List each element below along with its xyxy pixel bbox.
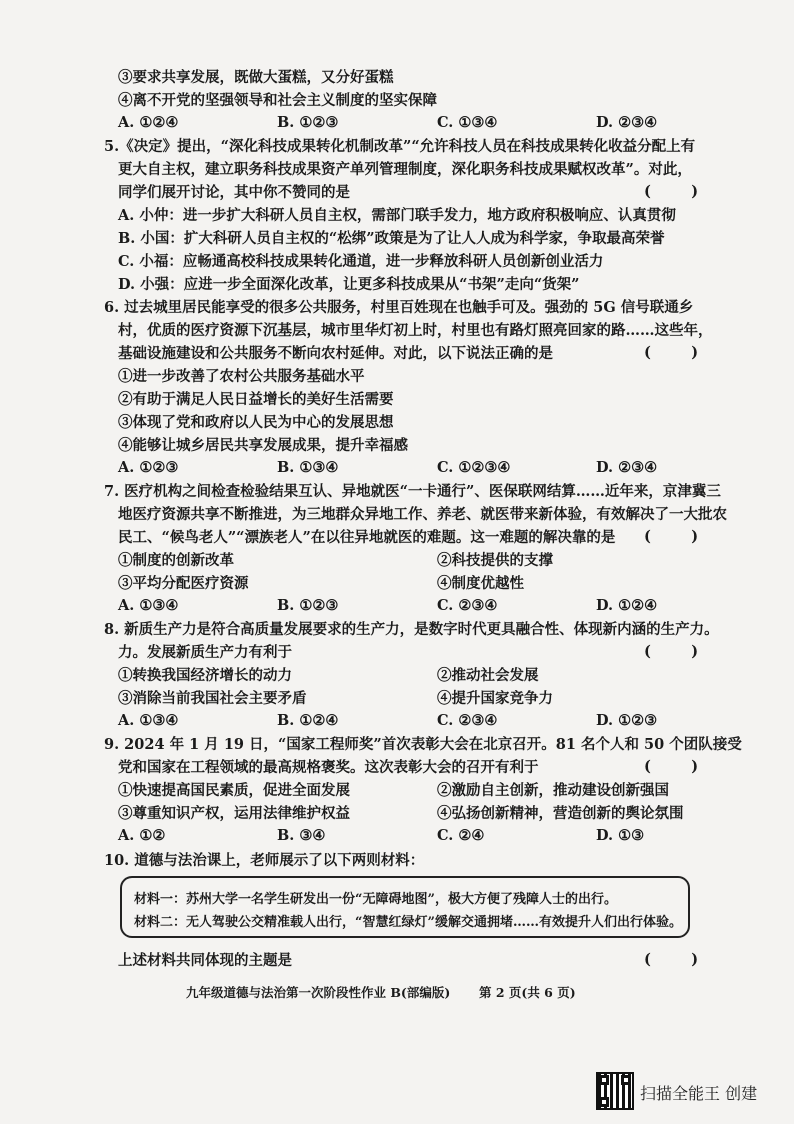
q7-statement-3: ③平均分配医疗资源 [118,575,249,592]
q10-answer-blank: ( ) [644,951,699,968]
materials-box [120,876,690,938]
q7-option-d: D. ①②④ [596,597,658,614]
q8-stem-line1: 8. 新质生产力是符合高质量发展要求的生产力，是数字时代更具融合性、体现新内涵的生产力。 [104,621,719,638]
q6-stem-line1: 6. 过去城里居民能享受的很多公共服务，村里百姓现在也触手可及。强劲的 5G 信号联通乡 [104,299,694,316]
q4-option-c: C. ①③④ [437,114,498,131]
material-1: 材料一：苏州大学一名学生研发出一份“无障碍地图”，极大方便了残障人士的出行。 [134,892,617,907]
q8-statement-2: ②推动社会发展 [437,667,539,684]
q8-option-a: A. ①③④ [118,712,179,729]
q8-option-c: C. ②③④ [437,712,498,729]
q4-option-d: D. ②③④ [596,114,658,131]
q9-option-d: D. ①③ [596,827,645,844]
footer-page-number: 第 2 页(共 6 页) [479,985,576,1000]
q10-stem: 10. 道德与法治课上，老师展示了以下两则材料： [104,852,425,869]
q5-option-b: B. 小国：扩大科研人员自主权的“松绑”政策是为了让人人成为科学家，争取最高荣誉 [118,230,665,247]
q9-statement-2: ②激励自主创新，推动建设创新强国 [437,782,669,799]
q10-question: 上述材料共同体现的主题是 [118,952,292,969]
q7-statement-1: ①制度的创新改革 [118,552,234,569]
footer-title: 九年级道德与法治第一次阶段性作业 B(部编版) [186,985,451,1000]
q8-statement-3: ③消除当前我国社会主要矛盾 [118,690,307,707]
q6-stem-line3: 基础设施建设和公共服务不断向农村延伸。对此，以下说法正确的是 [118,345,553,362]
q5-option-d: D. 小强：应进一步全面深化改革，让更多科技成果从“书架”走向“货架” [118,276,580,293]
q9-statement-3: ③尊重知识产权，运用法律维护权益 [118,805,350,822]
q5-stem-line2: 更大自主权，建立职务科技成果资产单列管理制度，深化职务科技成果赋权改革”。对此， [118,161,692,178]
q6-statement-2: ②有助于满足人民日益增长的美好生活需要 [118,391,394,408]
q7-option-b: B. ①②③ [277,597,339,614]
q9-option-b: B. ③④ [277,827,326,844]
q8-stem-line2: 力。发展新质生产力有利于 [118,644,292,661]
q4-statement-3: ③要求共享发展，既做大蛋糕，又分好蛋糕 [118,69,394,86]
q4-option-a: A. ①②④ [118,114,179,131]
q9-stem-line1: 9. 2024 年 1 月 19 日，“国家工程师奖”首次表彰大会在北京召开。81 名个人和 50 个团队接受 [104,736,742,753]
q8-answer-blank: ( ) [644,643,699,660]
q6-option-c: C. ①②③④ [437,459,511,476]
q8-statement-1: ①转换我国经济增长的动力 [118,667,292,684]
q8-statement-4: ④提升国家竞争力 [437,690,553,707]
q7-option-a: A. ①③④ [118,597,179,614]
q5-answer-blank: ( ) [644,183,699,200]
q5-option-a: A. 小仲：进一步扩大科研人员自主权，需部门联手发力，地方政府积极响应、认真贯彻 [118,207,676,224]
q7-option-c: C. ②③④ [437,597,498,614]
q5-stem-line3: 同学们展开讨论，其中你不赞同的是 [118,184,350,201]
q4-statement-4: ④离不开党的坚强领导和社会主义制度的坚实保障 [118,92,437,109]
q7-statement-4: ④制度优越性 [437,575,524,592]
q6-answer-blank: ( ) [644,344,699,361]
q5-option-c: C. 小福：应畅通高校科技成果转化通道，进一步释放科研人员创新创业活力 [118,253,604,270]
q7-stem-line1: 7. 医疗机构之间检查检验结果互认、异地就医“一卡通行”、医保联网结算……近年来，京津冀三 [104,483,721,500]
q9-stem-line2: 党和国家在工程领域的最高规格褒奖。这次表彰大会的召开有利于 [118,759,539,776]
q6-option-a: A. ①②③ [118,459,179,476]
q6-statement-4: ④能够让城乡居民共享发展成果，提升幸福感 [118,437,408,454]
q4-option-b: B. ①②③ [277,114,339,131]
q6-statement-1: ①进一步改善了农村公共服务基础水平 [118,368,365,385]
q9-statement-1: ①快速提高国民素质，促进全面发展 [118,782,350,799]
q5-stem-line1: 5.《决定》提出，“深化科技成果转化机制改革”“允许科技人员在科技成果转化收益分配上有 [104,138,696,155]
q9-option-c: C. ②④ [437,827,485,844]
q9-answer-blank: ( ) [644,758,699,775]
q6-statement-3: ③体现了党和政府以人民为中心的发展思想 [118,414,394,431]
q8-option-d: D. ①②③ [596,712,658,729]
q7-stem-line3: 民工、“候鸟老人”“漂族老人”在以往异地就医的难题。这一难题的解决靠的是 [118,529,616,546]
q6-option-d: D. ②③④ [596,459,658,476]
q7-statement-2: ②科技提供的支撑 [437,552,553,569]
q6-stem-line2: 村，优质的医疗资源下沉基层，城市里华灯初上时，村里也有路灯照亮回家的路……这些年， [118,322,713,339]
q7-answer-blank: ( ) [644,528,699,545]
q6-option-b: B. ①③④ [277,459,339,476]
qr-code-icon [596,1072,634,1110]
q8-option-b: B. ①②④ [277,712,339,729]
material-2: 材料二：无人驾驶公交精准载人出行，“智慧红绿灯”缓解交通拥堵……有效提升人们出行体验。 [134,915,682,930]
q9-option-a: A. ①② [118,827,166,844]
scanner-watermark: 扫描全能王 创建 [640,1084,758,1103]
q7-stem-line2: 地医疗资源共享不断推进，为三地群众异地工作、养老、就医带来新体验，有效解决了一大批农 [118,506,727,523]
q9-statement-4: ④弘扬创新精神，营造创新的舆论氛围 [437,805,684,822]
